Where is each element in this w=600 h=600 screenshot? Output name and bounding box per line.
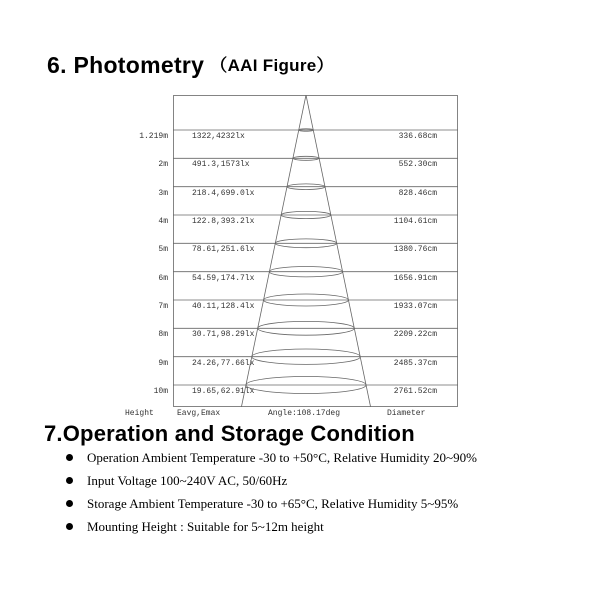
bullet-icon: [66, 523, 73, 530]
condition-text: Storage Ambient Temperature -30 to +65°C, Relative Humidity 5~95%: [87, 496, 459, 511]
photometry-row: [100, 302, 458, 312]
photometry-row: [100, 359, 458, 369]
condition-item: [66, 451, 536, 465]
height-column-label: Height: [125, 409, 154, 418]
photometry-row: [100, 330, 458, 340]
diameter-value: 1933.07cm: [393, 302, 437, 311]
eavg-emax-value: 78.61,251.6lx: [192, 245, 255, 254]
condition-item: [66, 497, 536, 511]
height-value: 2m: [158, 160, 168, 169]
diameter-column-label: Diameter: [387, 409, 426, 418]
photometry-row: [100, 387, 458, 397]
height-value: 1.219m: [139, 132, 168, 141]
eavg-emax-value: 491.3,1573lx: [192, 160, 250, 169]
photometry-row: [100, 245, 458, 255]
height-value: 8m: [158, 330, 168, 339]
condition-item: [66, 520, 536, 534]
figure-axis-labels: [100, 409, 458, 419]
photometry-row: [100, 274, 458, 284]
eavg-emax-value: 30.71,98.29lx: [192, 330, 255, 339]
section-6-subtitle: （AAI Figure）: [210, 56, 334, 75]
diameter-value: 1656.91cm: [393, 274, 437, 283]
conditions-list: [66, 451, 536, 543]
photometry-row: [100, 189, 458, 199]
height-value: 3m: [158, 189, 168, 198]
diameter-value: 1104.61cm: [393, 217, 437, 226]
diameter-value: 2485.37cm: [393, 359, 437, 368]
eavg-emax-value: 24.26,77.66lx: [192, 359, 255, 368]
height-value: 6m: [158, 274, 168, 283]
section-6-heading: [47, 51, 334, 79]
condition-text: Mounting Height : Suitable for 5~12m height: [87, 519, 324, 534]
diameter-value: 552.30cm: [398, 160, 437, 169]
height-value: 5m: [158, 245, 168, 254]
photometry-row: [100, 132, 458, 142]
condition-text: Input Voltage 100~240V AC, 50/60Hz: [87, 473, 288, 488]
diameter-value: 2761.52cm: [393, 387, 437, 396]
height-value: 4m: [158, 217, 168, 226]
condition-item: [66, 474, 536, 488]
section-7-heading: 7.Operation and Storage Condition: [44, 421, 415, 446]
bullet-icon: [66, 500, 73, 507]
beam-angle-label: Angle:108.17deg: [268, 409, 341, 418]
diameter-value: 828.46cm: [398, 189, 437, 198]
photometry-figure: [100, 95, 458, 425]
height-value: 10m: [153, 387, 168, 396]
diameter-value: 336.68cm: [398, 132, 437, 141]
eavg-emax-value: 1322,4232lx: [192, 132, 245, 141]
diameter-value: 2209.22cm: [393, 330, 437, 339]
bullet-icon: [66, 454, 73, 461]
bullet-icon: [66, 477, 73, 484]
section-6-title: 6. Photometry: [47, 52, 205, 78]
eavg-emax-value: 54.59,174.7lx: [192, 274, 255, 283]
eavg-emax-value: 218.4,699.0lx: [192, 189, 255, 198]
photometry-row: [100, 217, 458, 227]
height-value: 9m: [158, 359, 168, 368]
photometry-row: [100, 160, 458, 170]
eavg-emax-value: 19.65,62.91lx: [192, 387, 255, 396]
eavg-emax-value: 40.11,128.4lx: [192, 302, 255, 311]
condition-text: Operation Ambient Temperature -30 to +50°C, Relative Humidity 20~90%: [87, 450, 477, 465]
diameter-value: 1380.76cm: [393, 245, 437, 254]
eavg-emax-column-label: Eavg,Emax: [177, 409, 221, 418]
height-value: 7m: [158, 302, 168, 311]
eavg-emax-value: 122.8,393.2lx: [192, 217, 255, 226]
